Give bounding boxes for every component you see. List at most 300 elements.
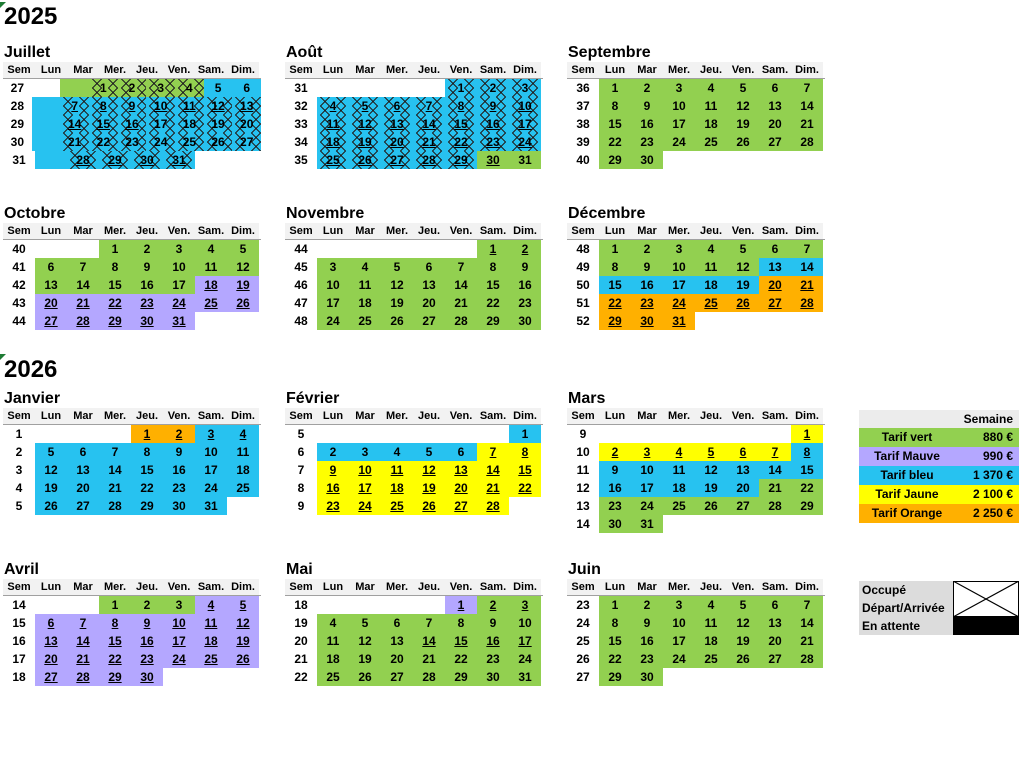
day-cell[interactable]: 9 (131, 614, 163, 632)
day-cell[interactable]: 10 (163, 614, 195, 632)
day-cell[interactable]: 24 (195, 479, 227, 497)
day-cell[interactable]: 31 (195, 497, 227, 515)
day-cell[interactable]: 6 (35, 258, 67, 276)
day-cell[interactable]: 9 (509, 258, 541, 276)
day-cell[interactable]: 1 (99, 240, 131, 258)
day-cell[interactable]: 14 (477, 461, 509, 479)
day-cell[interactable]: 3 (195, 425, 227, 443)
day-cell[interactable]: 27 (35, 312, 67, 330)
day-cell[interactable]: 22 (599, 133, 631, 151)
day-cell[interactable]: 8 (477, 258, 509, 276)
day-cell[interactable]: 11 (695, 614, 727, 632)
day-cell[interactable]: 20 (759, 276, 791, 294)
day-cell[interactable]: 14 (67, 276, 99, 294)
day-cell[interactable]: 4 (381, 443, 413, 461)
day-cell[interactable]: 3 (631, 443, 663, 461)
day-cell[interactable]: 18 (663, 479, 695, 497)
day-cell[interactable]: 3 (163, 596, 195, 614)
day-cell[interactable]: 30 (131, 151, 163, 169)
day-cell[interactable]: 4 (317, 614, 349, 632)
day-cell[interactable]: 4 (695, 596, 727, 614)
day-cell[interactable]: 6 (759, 79, 791, 97)
day-cell[interactable]: 24 (663, 650, 695, 668)
day-cell[interactable]: 11 (175, 97, 204, 115)
day-cell[interactable]: 5 (727, 79, 759, 97)
day-cell[interactable]: 31 (163, 151, 195, 169)
day-cell[interactable]: 5 (381, 258, 413, 276)
day-cell[interactable]: 9 (131, 258, 163, 276)
day-cell[interactable]: 30 (477, 668, 509, 686)
day-cell[interactable]: 17 (663, 632, 695, 650)
day-cell[interactable]: 30 (477, 151, 509, 169)
day-cell[interactable]: 7 (413, 97, 445, 115)
day-cell[interactable]: 2 (599, 443, 631, 461)
day-cell[interactable]: 12 (204, 97, 233, 115)
day-cell[interactable]: 17 (349, 479, 381, 497)
day-cell[interactable]: 24 (509, 133, 541, 151)
day-cell[interactable]: 27 (759, 133, 791, 151)
day-cell[interactable]: 29 (477, 312, 509, 330)
day-cell[interactable]: 10 (195, 443, 227, 461)
day-cell[interactable]: 28 (791, 650, 823, 668)
day-cell[interactable]: 14 (445, 276, 477, 294)
day-cell[interactable]: 11 (349, 276, 381, 294)
day-cell[interactable]: 9 (118, 97, 147, 115)
day-cell[interactable]: 28 (413, 668, 445, 686)
day-cell[interactable]: 7 (791, 79, 823, 97)
day-cell[interactable]: 19 (727, 115, 759, 133)
day-cell[interactable]: 27 (35, 668, 67, 686)
day-cell[interactable]: 17 (195, 461, 227, 479)
day-cell[interactable]: 10 (663, 614, 695, 632)
day-cell[interactable]: 22 (477, 294, 509, 312)
day-cell[interactable]: 5 (227, 240, 259, 258)
day-cell[interactable]: 10 (317, 276, 349, 294)
day-cell[interactable]: 16 (477, 632, 509, 650)
day-cell[interactable]: 6 (759, 240, 791, 258)
day-cell[interactable]: 20 (413, 294, 445, 312)
day-cell[interactable]: 10 (509, 97, 541, 115)
day-cell[interactable]: 27 (759, 650, 791, 668)
day-cell[interactable]: 17 (317, 294, 349, 312)
day-cell[interactable]: 7 (67, 614, 99, 632)
day-cell[interactable]: 4 (195, 596, 227, 614)
day-cell[interactable]: 17 (509, 115, 541, 133)
day-cell[interactable]: 11 (227, 443, 259, 461)
day-cell[interactable]: 20 (35, 650, 67, 668)
day-cell[interactable]: 27 (232, 133, 261, 151)
day-cell[interactable]: 11 (381, 461, 413, 479)
day-cell[interactable]: 21 (791, 115, 823, 133)
day-cell[interactable]: 20 (381, 650, 413, 668)
day-cell[interactable]: 17 (663, 276, 695, 294)
day-cell[interactable]: 18 (695, 115, 727, 133)
day-cell[interactable]: 21 (791, 276, 823, 294)
day-cell[interactable]: 28 (413, 151, 445, 169)
day-cell[interactable]: 27 (381, 668, 413, 686)
day-cell[interactable]: 7 (759, 443, 791, 461)
day-cell[interactable]: 5 (204, 79, 233, 97)
day-cell[interactable]: 19 (227, 276, 259, 294)
day-cell[interactable]: 2 (131, 596, 163, 614)
day-cell[interactable]: 14 (759, 461, 791, 479)
day-cell[interactable]: 24 (663, 294, 695, 312)
day-cell[interactable]: 12 (227, 614, 259, 632)
day-cell[interactable]: 21 (791, 632, 823, 650)
day-cell[interactable]: 24 (317, 312, 349, 330)
day-cell[interactable]: 19 (727, 632, 759, 650)
day-cell[interactable]: 24 (163, 294, 195, 312)
day-cell[interactable]: 16 (631, 632, 663, 650)
day-cell[interactable]: 30 (631, 312, 663, 330)
day-cell[interactable]: 18 (175, 115, 204, 133)
day-cell[interactable]: 12 (727, 614, 759, 632)
day-cell[interactable]: 11 (663, 461, 695, 479)
day-cell[interactable]: 12 (727, 97, 759, 115)
day-cell[interactable]: 19 (727, 276, 759, 294)
day-cell[interactable]: 31 (631, 515, 663, 533)
day-cell[interactable]: 13 (232, 97, 261, 115)
day-cell[interactable]: 20 (35, 294, 67, 312)
day-cell[interactable]: 23 (477, 133, 509, 151)
day-cell[interactable]: 13 (381, 632, 413, 650)
day-cell[interactable]: 7 (67, 258, 99, 276)
day-cell[interactable]: 21 (477, 479, 509, 497)
day-cell[interactable]: 26 (695, 497, 727, 515)
day-cell[interactable]: 3 (163, 240, 195, 258)
day-cell[interactable]: 27 (413, 312, 445, 330)
day-cell[interactable]: 18 (695, 276, 727, 294)
day-cell[interactable]: 7 (445, 258, 477, 276)
day-cell[interactable]: 21 (99, 479, 131, 497)
day-cell[interactable]: 27 (445, 497, 477, 515)
day-cell[interactable]: 16 (631, 115, 663, 133)
day-cell[interactable]: 30 (631, 151, 663, 169)
day-cell[interactable]: 12 (381, 276, 413, 294)
day-cell[interactable]: 4 (349, 258, 381, 276)
day-cell[interactable]: 26 (349, 668, 381, 686)
day-cell[interactable]: 3 (663, 240, 695, 258)
day-cell[interactable]: 10 (663, 97, 695, 115)
day-cell[interactable]: 14 (413, 632, 445, 650)
day-cell[interactable]: 11 (695, 97, 727, 115)
day-cell[interactable]: 28 (759, 497, 791, 515)
day-cell[interactable]: 13 (35, 632, 67, 650)
day-cell[interactable]: 29 (445, 668, 477, 686)
day-cell[interactable]: 22 (791, 479, 823, 497)
day-cell[interactable]: 14 (60, 115, 89, 133)
day-cell[interactable]: 16 (131, 632, 163, 650)
day-cell[interactable]: 24 (509, 650, 541, 668)
day-cell[interactable]: 22 (131, 479, 163, 497)
day-cell[interactable]: 5 (413, 443, 445, 461)
day-cell[interactable]: 3 (317, 258, 349, 276)
day-cell[interactable]: 13 (759, 614, 791, 632)
day-cell[interactable]: 20 (727, 479, 759, 497)
day-cell[interactable]: 28 (445, 312, 477, 330)
day-cell[interactable]: 25 (317, 668, 349, 686)
day-cell[interactable]: 12 (413, 461, 445, 479)
day-cell[interactable]: 10 (631, 461, 663, 479)
day-cell[interactable]: 8 (89, 97, 118, 115)
day-cell[interactable]: 5 (727, 240, 759, 258)
day-cell[interactable]: 1 (509, 425, 541, 443)
day-cell[interactable]: 6 (35, 614, 67, 632)
day-cell[interactable]: 3 (509, 79, 541, 97)
day-cell[interactable]: 24 (146, 133, 175, 151)
day-cell[interactable]: 26 (727, 133, 759, 151)
day-cell[interactable]: 15 (791, 461, 823, 479)
day-cell[interactable]: 11 (317, 115, 349, 133)
day-cell[interactable]: 17 (509, 632, 541, 650)
day-cell[interactable]: 23 (163, 479, 195, 497)
day-cell[interactable]: 25 (195, 294, 227, 312)
day-cell[interactable]: 25 (695, 133, 727, 151)
day-cell[interactable]: 30 (509, 312, 541, 330)
day-cell[interactable]: 17 (163, 276, 195, 294)
day-cell[interactable]: 14 (791, 258, 823, 276)
day-cell[interactable]: 13 (727, 461, 759, 479)
day-cell[interactable]: 16 (131, 276, 163, 294)
day-cell[interactable]: 1 (445, 79, 477, 97)
day-cell[interactable]: 28 (67, 312, 99, 330)
day-cell[interactable]: 29 (131, 497, 163, 515)
day-cell[interactable]: 18 (317, 650, 349, 668)
day-cell[interactable]: 5 (349, 614, 381, 632)
day-cell[interactable]: 3 (663, 596, 695, 614)
day-cell[interactable]: 25 (195, 650, 227, 668)
day-cell[interactable]: 9 (477, 614, 509, 632)
day-cell[interactable]: 9 (317, 461, 349, 479)
day-cell[interactable]: 29 (445, 151, 477, 169)
day-cell[interactable]: 25 (317, 151, 349, 169)
day-cell[interactable]: 23 (631, 294, 663, 312)
day-cell[interactable]: 15 (599, 632, 631, 650)
day-cell[interactable]: 2 (631, 240, 663, 258)
day-cell[interactable]: 10 (663, 258, 695, 276)
day-cell[interactable]: 21 (413, 133, 445, 151)
day-cell[interactable]: 24 (349, 497, 381, 515)
day-cell[interactable]: 30 (163, 497, 195, 515)
day-cell[interactable]: 4 (195, 240, 227, 258)
day-cell[interactable]: 11 (195, 614, 227, 632)
day-cell[interactable]: 17 (146, 115, 175, 133)
day-cell[interactable]: 31 (509, 668, 541, 686)
day-cell[interactable]: 20 (232, 115, 261, 133)
day-cell[interactable]: 15 (509, 461, 541, 479)
day-cell[interactable]: 29 (599, 312, 631, 330)
day-cell[interactable]: 14 (791, 97, 823, 115)
day-cell[interactable]: 21 (759, 479, 791, 497)
day-cell[interactable]: 24 (663, 133, 695, 151)
day-cell[interactable]: 1 (599, 240, 631, 258)
day-cell[interactable]: 21 (445, 294, 477, 312)
day-cell[interactable]: 15 (99, 632, 131, 650)
day-cell[interactable]: 30 (599, 515, 631, 533)
day-cell[interactable]: 8 (131, 443, 163, 461)
day-cell[interactable]: 2 (118, 79, 147, 97)
day-cell[interactable]: 14 (99, 461, 131, 479)
day-cell[interactable]: 3 (509, 596, 541, 614)
day-cell[interactable]: 14 (413, 115, 445, 133)
day-cell[interactable]: 16 (509, 276, 541, 294)
day-cell[interactable]: 24 (631, 497, 663, 515)
day-cell[interactable]: 11 (695, 258, 727, 276)
day-cell[interactable]: 22 (599, 650, 631, 668)
day-cell[interactable]: 6 (381, 614, 413, 632)
day-cell[interactable]: 26 (35, 497, 67, 515)
day-cell[interactable]: 1 (477, 240, 509, 258)
day-cell[interactable]: 7 (477, 443, 509, 461)
day-cell[interactable]: 27 (759, 294, 791, 312)
day-cell[interactable]: 20 (759, 632, 791, 650)
day-cell[interactable]: 4 (663, 443, 695, 461)
day-cell[interactable]: 11 (317, 632, 349, 650)
day-cell[interactable]: 15 (445, 632, 477, 650)
day-cell[interactable]: 19 (349, 650, 381, 668)
day-cell[interactable]: 25 (349, 312, 381, 330)
day-cell[interactable]: 13 (381, 115, 413, 133)
day-cell[interactable]: 8 (99, 614, 131, 632)
day-cell[interactable]: 19 (35, 479, 67, 497)
day-cell[interactable]: 15 (599, 115, 631, 133)
day-cell[interactable]: 25 (381, 497, 413, 515)
day-cell[interactable]: 16 (477, 115, 509, 133)
day-cell[interactable]: 15 (477, 276, 509, 294)
day-cell[interactable]: 15 (99, 276, 131, 294)
day-cell[interactable]: 2 (631, 79, 663, 97)
day-cell[interactable]: 18 (227, 461, 259, 479)
day-cell[interactable]: 5 (349, 97, 381, 115)
day-cell[interactable]: 26 (227, 650, 259, 668)
day-cell[interactable]: 20 (445, 479, 477, 497)
day-cell[interactable]: 25 (695, 650, 727, 668)
day-cell[interactable]: 20 (67, 479, 99, 497)
day-cell[interactable]: 22 (445, 133, 477, 151)
day-cell[interactable]: 13 (35, 276, 67, 294)
day-cell[interactable]: 18 (381, 479, 413, 497)
day-cell[interactable]: 23 (131, 294, 163, 312)
day-cell[interactable]: 7 (791, 596, 823, 614)
day-cell[interactable]: 4 (695, 240, 727, 258)
day-cell[interactable]: 2 (317, 443, 349, 461)
day-cell[interactable]: 10 (509, 614, 541, 632)
day-cell[interactable]: 23 (131, 650, 163, 668)
day-cell[interactable]: 15 (445, 115, 477, 133)
day-cell[interactable]: 13 (413, 276, 445, 294)
day-cell[interactable]: 22 (99, 294, 131, 312)
day-cell[interactable]: 12 (349, 632, 381, 650)
day-cell[interactable]: 13 (445, 461, 477, 479)
day-cell[interactable]: 12 (695, 461, 727, 479)
day-cell[interactable]: 27 (727, 497, 759, 515)
day-cell[interactable]: 12 (349, 115, 381, 133)
day-cell[interactable]: 19 (695, 479, 727, 497)
day-cell[interactable]: 26 (204, 133, 233, 151)
day-cell[interactable]: 30 (131, 668, 163, 686)
day-cell[interactable]: 2 (163, 425, 195, 443)
day-cell[interactable]: 26 (413, 497, 445, 515)
day-cell[interactable]: 23 (118, 133, 147, 151)
day-cell[interactable]: 6 (445, 443, 477, 461)
day-cell[interactable]: 4 (317, 97, 349, 115)
day-cell[interactable]: 18 (195, 632, 227, 650)
day-cell[interactable]: 31 (163, 312, 195, 330)
day-cell[interactable]: 18 (317, 133, 349, 151)
day-cell[interactable]: 23 (631, 133, 663, 151)
day-cell[interactable]: 27 (67, 497, 99, 515)
day-cell[interactable]: 5 (35, 443, 67, 461)
day-cell[interactable]: 22 (445, 650, 477, 668)
day-cell[interactable]: 10 (349, 461, 381, 479)
day-cell[interactable]: 29 (99, 312, 131, 330)
day-cell[interactable]: 1 (131, 425, 163, 443)
day-cell[interactable]: 28 (67, 151, 99, 169)
day-cell[interactable]: 15 (599, 276, 631, 294)
day-cell[interactable]: 7 (60, 97, 89, 115)
day-cell[interactable]: 19 (413, 479, 445, 497)
day-cell[interactable]: 9 (631, 614, 663, 632)
day-cell[interactable]: 6 (413, 258, 445, 276)
day-cell[interactable]: 23 (477, 650, 509, 668)
day-cell[interactable]: 8 (599, 258, 631, 276)
day-cell[interactable]: 9 (477, 97, 509, 115)
day-cell[interactable]: 5 (727, 596, 759, 614)
day-cell[interactable]: 29 (791, 497, 823, 515)
day-cell[interactable]: 4 (227, 425, 259, 443)
day-cell[interactable]: 3 (349, 443, 381, 461)
day-cell[interactable]: 29 (99, 151, 131, 169)
day-cell[interactable]: 8 (445, 97, 477, 115)
day-cell[interactable]: 21 (67, 294, 99, 312)
day-cell[interactable]: 12 (227, 258, 259, 276)
day-cell[interactable]: 10 (163, 258, 195, 276)
day-cell[interactable]: 7 (413, 614, 445, 632)
day-cell[interactable]: 2 (131, 240, 163, 258)
day-cell[interactable]: 21 (67, 650, 99, 668)
day-cell[interactable]: 16 (118, 115, 147, 133)
day-cell[interactable]: 13 (759, 97, 791, 115)
day-cell[interactable]: 23 (599, 497, 631, 515)
day-cell[interactable]: 8 (509, 443, 541, 461)
day-cell[interactable]: 1 (599, 79, 631, 97)
day-cell[interactable]: 23 (509, 294, 541, 312)
day-cell[interactable]: 19 (381, 294, 413, 312)
day-cell[interactable]: 22 (99, 650, 131, 668)
day-cell[interactable]: 8 (599, 614, 631, 632)
day-cell[interactable]: 19 (349, 133, 381, 151)
day-cell[interactable]: 2 (477, 79, 509, 97)
day-cell[interactable]: 19 (227, 632, 259, 650)
day-cell[interactable]: 5 (695, 443, 727, 461)
day-cell[interactable]: 26 (349, 151, 381, 169)
day-cell[interactable]: 31 (663, 312, 695, 330)
day-cell[interactable]: 10 (146, 97, 175, 115)
day-cell[interactable]: 16 (163, 461, 195, 479)
day-cell[interactable]: 23 (631, 650, 663, 668)
day-cell[interactable]: 29 (99, 668, 131, 686)
day-cell[interactable]: 25 (695, 294, 727, 312)
day-cell[interactable]: 31 (509, 151, 541, 169)
day-cell[interactable]: 1 (89, 79, 118, 97)
day-cell[interactable]: 28 (99, 497, 131, 515)
day-cell[interactable]: 6 (232, 79, 261, 97)
day-cell[interactable]: 28 (791, 133, 823, 151)
day-cell[interactable]: 7 (99, 443, 131, 461)
day-cell[interactable]: 3 (146, 79, 175, 97)
day-cell[interactable]: 25 (175, 133, 204, 151)
day-cell[interactable]: 17 (631, 479, 663, 497)
